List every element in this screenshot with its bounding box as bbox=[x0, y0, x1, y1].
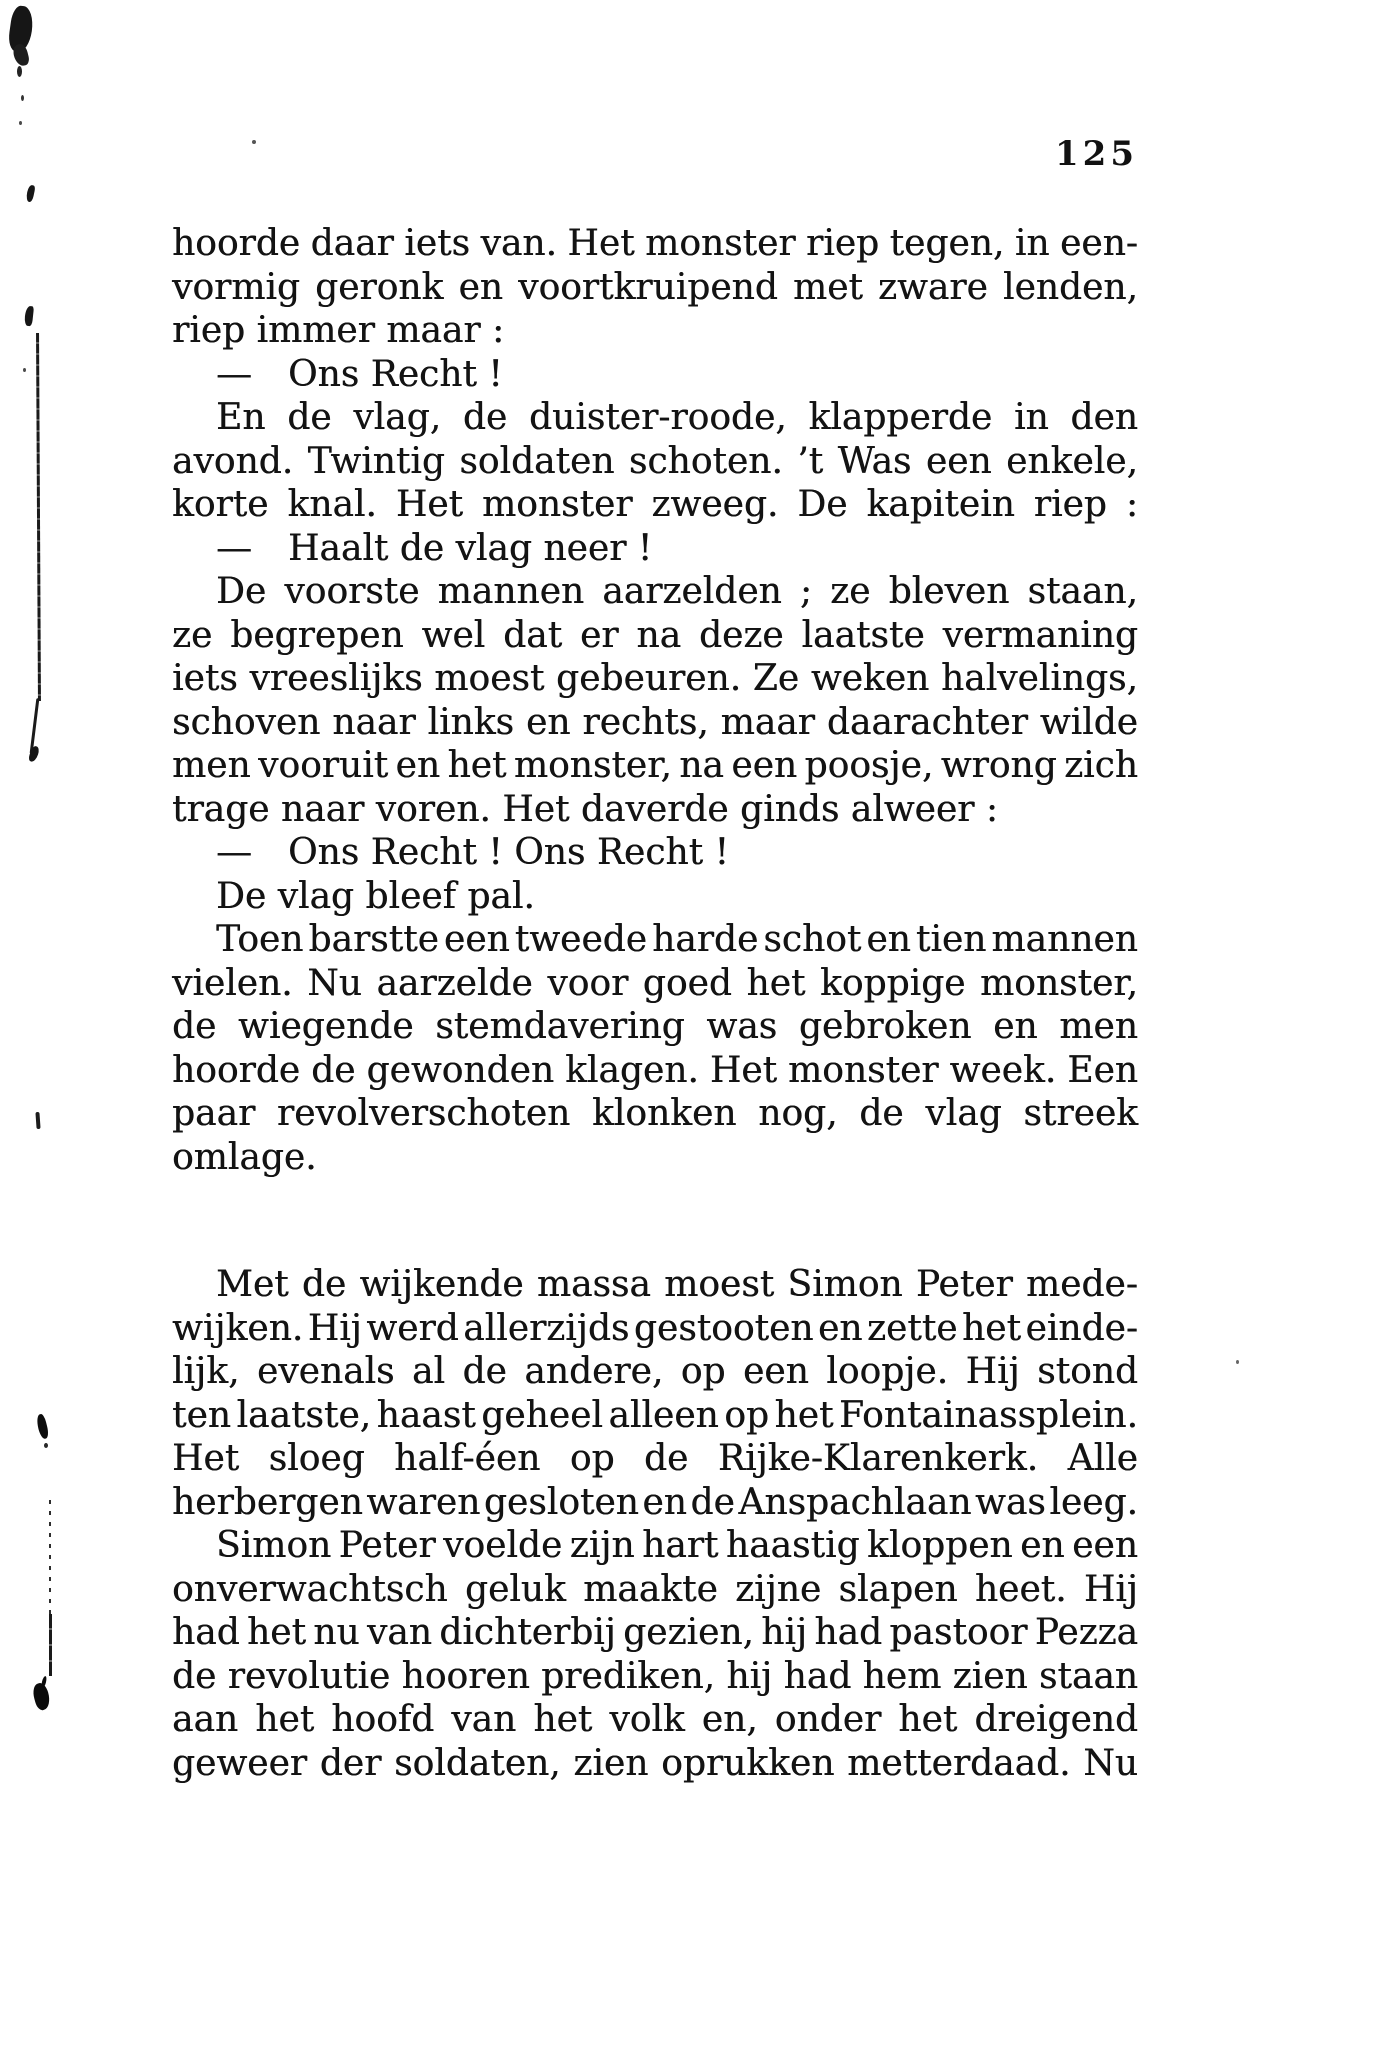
word: bleven bbox=[888, 571, 1010, 612]
text-line bbox=[172, 1005, 1138, 1049]
text-line bbox=[172, 266, 1138, 310]
word: Het bbox=[172, 1438, 240, 1479]
word: voortkruipend bbox=[518, 266, 778, 308]
word: harde bbox=[652, 919, 759, 960]
word: nog, bbox=[758, 1093, 838, 1134]
word: vielen. bbox=[172, 962, 293, 1004]
text-line bbox=[172, 657, 1138, 701]
word: Het bbox=[395, 484, 464, 525]
word: leeg. bbox=[1049, 1481, 1138, 1523]
word: gebroken bbox=[798, 1006, 972, 1047]
word: de bbox=[462, 397, 508, 438]
word: korte bbox=[172, 484, 269, 525]
text-block bbox=[172, 222, 1138, 1785]
text-line bbox=[172, 1049, 1138, 1093]
word: iets bbox=[404, 223, 471, 264]
word: vlag bbox=[925, 1093, 1002, 1134]
word: En bbox=[216, 397, 266, 438]
word: en bbox=[642, 1481, 687, 1523]
word: allerzijds bbox=[463, 1307, 630, 1349]
text-line bbox=[172, 1611, 1138, 1655]
word: en bbox=[395, 745, 441, 786]
word: hoorde bbox=[172, 223, 301, 264]
word: gewonden bbox=[366, 1049, 555, 1091]
word: men bbox=[1059, 1006, 1138, 1047]
word: hij bbox=[761, 1612, 808, 1653]
word: alleen bbox=[608, 1394, 719, 1436]
word: weken bbox=[810, 658, 930, 699]
word: men bbox=[172, 745, 251, 786]
word: staan bbox=[1038, 1655, 1138, 1697]
word: mede- bbox=[1025, 1264, 1138, 1305]
word: Was bbox=[837, 440, 912, 482]
word: oprukken bbox=[661, 1742, 835, 1784]
word: loopje. bbox=[826, 1351, 949, 1392]
word: hij bbox=[726, 1655, 773, 1697]
word: gezien, bbox=[623, 1612, 754, 1653]
word: Alle bbox=[1067, 1438, 1138, 1479]
word: wiegende bbox=[238, 1006, 414, 1047]
word: daar bbox=[310, 223, 394, 264]
word: kloppen bbox=[867, 1525, 1013, 1566]
word: rechts, bbox=[582, 701, 709, 743]
paragraph bbox=[172, 222, 1138, 1179]
word: en bbox=[866, 919, 911, 960]
word: mannen bbox=[991, 919, 1138, 960]
word: revolutie bbox=[227, 1655, 391, 1697]
word: wrong bbox=[940, 745, 1057, 786]
word: De bbox=[216, 571, 267, 612]
word: op bbox=[680, 1351, 726, 1392]
word: volk bbox=[609, 1699, 685, 1740]
word: van bbox=[451, 1699, 517, 1740]
word: avond. bbox=[172, 440, 294, 482]
word: streek bbox=[1023, 1093, 1138, 1134]
word: klonken bbox=[591, 1093, 737, 1134]
word: slapen bbox=[838, 1568, 958, 1610]
word: goed bbox=[642, 962, 732, 1004]
text-line bbox=[172, 614, 1138, 658]
word: geluk bbox=[464, 1568, 566, 1610]
word: de bbox=[287, 397, 332, 438]
paragraph bbox=[172, 1263, 1138, 1785]
word: een bbox=[1072, 1525, 1138, 1566]
text-line bbox=[172, 1698, 1138, 1742]
word: de bbox=[301, 1264, 347, 1305]
scan-mark bbox=[35, 1112, 40, 1129]
word: stond bbox=[1037, 1351, 1138, 1392]
text-line: De vlag bleef pal. bbox=[216, 875, 535, 917]
word: wijken. bbox=[172, 1307, 304, 1349]
word: een- bbox=[1060, 223, 1138, 264]
word: den bbox=[1070, 397, 1138, 438]
text-line bbox=[172, 1394, 1138, 1438]
word: een bbox=[731, 745, 798, 786]
word: monster bbox=[645, 223, 796, 264]
word: Het bbox=[567, 223, 635, 264]
word: monster bbox=[482, 484, 633, 525]
word: half-éen bbox=[394, 1438, 541, 1479]
spine-dotted-line bbox=[49, 1614, 52, 1676]
word: laatste, bbox=[236, 1394, 372, 1436]
word: zien bbox=[573, 1742, 649, 1784]
text-line bbox=[172, 1437, 1138, 1481]
word: ze bbox=[830, 571, 871, 612]
word: vreeslijks bbox=[249, 658, 423, 699]
text-line bbox=[172, 1524, 1138, 1568]
word: een bbox=[443, 919, 510, 960]
scan-speck bbox=[252, 140, 256, 144]
text-line bbox=[172, 1481, 1138, 1525]
word: op bbox=[724, 1394, 769, 1436]
word: Peter bbox=[338, 1525, 436, 1566]
text-line bbox=[172, 1092, 1138, 1136]
word: Peter bbox=[915, 1264, 1013, 1305]
word: Simon bbox=[787, 1264, 903, 1305]
word: Simon bbox=[216, 1525, 332, 1566]
word: monster, bbox=[980, 962, 1138, 1004]
text-line bbox=[172, 1742, 1138, 1786]
text-line: riep immer maar : bbox=[172, 310, 505, 351]
word: prediken, bbox=[541, 1655, 716, 1697]
word: aarzelden bbox=[602, 571, 782, 612]
text-line bbox=[172, 483, 1138, 527]
word: onverwachtsch bbox=[172, 1568, 448, 1610]
word: hooren bbox=[401, 1655, 530, 1697]
word: moest bbox=[434, 658, 545, 699]
text-line: trage naar voren. Het daverde ginds alweer : bbox=[172, 788, 998, 830]
word: hem bbox=[862, 1655, 942, 1697]
word: daarachter bbox=[826, 701, 1028, 743]
text-line bbox=[172, 701, 1138, 745]
text-line bbox=[172, 1655, 1138, 1699]
word: Nu bbox=[307, 962, 362, 1004]
word: deze bbox=[698, 614, 784, 656]
word: zich bbox=[1064, 745, 1138, 786]
word: lijk, bbox=[172, 1351, 240, 1392]
word: Ze bbox=[752, 658, 800, 699]
word: andere, bbox=[524, 1351, 664, 1392]
text-line bbox=[172, 1307, 1138, 1351]
word: duister-roode, bbox=[529, 397, 787, 438]
word: ten bbox=[172, 1394, 231, 1436]
word: moest bbox=[664, 1264, 775, 1305]
word: metterdaad. bbox=[847, 1742, 1071, 1784]
word: gebeuren. bbox=[556, 658, 742, 699]
word: was bbox=[975, 1481, 1046, 1523]
text-line: — Ons Recht ! bbox=[216, 353, 503, 395]
word: en bbox=[458, 266, 503, 308]
word: de bbox=[311, 1049, 356, 1091]
word: maakte bbox=[583, 1568, 718, 1610]
word: naar bbox=[332, 701, 416, 743]
word: heet. bbox=[974, 1568, 1067, 1610]
word: de bbox=[690, 1481, 735, 1523]
text-line bbox=[172, 1568, 1138, 1612]
word: wijkende bbox=[359, 1264, 524, 1305]
word: mannen bbox=[437, 571, 585, 612]
scan-speck bbox=[44, 1443, 48, 1448]
text-line bbox=[172, 222, 1138, 266]
text-line bbox=[172, 570, 1138, 614]
scan-blot bbox=[41, 1676, 48, 1689]
scan-speck bbox=[19, 121, 22, 125]
text-line bbox=[172, 440, 1138, 484]
word: vooruit bbox=[258, 745, 389, 786]
word: waren bbox=[366, 1481, 481, 1523]
word: Pezza bbox=[1034, 1612, 1138, 1653]
word: schoven bbox=[172, 701, 321, 743]
word: hart bbox=[642, 1525, 719, 1566]
word: laatste bbox=[801, 614, 925, 656]
word: voor bbox=[547, 962, 629, 1004]
word: op bbox=[569, 1438, 615, 1479]
word: stemdavering bbox=[435, 1006, 685, 1047]
word: het bbox=[247, 1612, 306, 1653]
word: enkele, bbox=[1006, 440, 1138, 482]
scan-speck bbox=[23, 368, 26, 372]
word: hoorde bbox=[172, 1049, 301, 1091]
word: van bbox=[366, 1612, 432, 1653]
word: had bbox=[783, 1655, 852, 1697]
word: zien bbox=[952, 1655, 1028, 1697]
scan-mark bbox=[24, 306, 34, 327]
word: begrepen bbox=[230, 614, 404, 656]
word: dat bbox=[503, 614, 563, 656]
word: het bbox=[533, 1699, 593, 1740]
text-line bbox=[172, 396, 1138, 440]
scan-smudge bbox=[17, 66, 22, 77]
word: voorste bbox=[284, 571, 420, 612]
word: evenals bbox=[256, 1351, 395, 1392]
word: Toen bbox=[216, 919, 304, 960]
word: zette bbox=[866, 1307, 958, 1349]
word: paar bbox=[172, 1093, 256, 1134]
word: knal. bbox=[287, 484, 377, 525]
word: de bbox=[172, 1655, 217, 1697]
word: met bbox=[792, 266, 863, 308]
word: zware bbox=[878, 266, 988, 308]
word: week. bbox=[949, 1049, 1057, 1091]
word: een bbox=[925, 440, 992, 482]
word: geweer bbox=[172, 1742, 307, 1784]
word: dreigend bbox=[974, 1699, 1138, 1740]
word: zijn bbox=[569, 1525, 635, 1566]
word: vermaning bbox=[942, 614, 1138, 656]
word: Anspachlaan bbox=[738, 1481, 972, 1523]
word: Hij bbox=[1083, 1568, 1138, 1610]
word: aan bbox=[172, 1699, 239, 1740]
word: aarzelde bbox=[376, 962, 533, 1004]
word: na bbox=[636, 614, 682, 656]
word: gesloten bbox=[483, 1481, 639, 1523]
word: klagen. bbox=[565, 1049, 699, 1091]
word: pastoor bbox=[889, 1612, 1028, 1653]
word: tegen, bbox=[889, 223, 1005, 264]
spine-dotted-line bbox=[49, 1500, 51, 1614]
word: het bbox=[774, 1394, 834, 1436]
word: had bbox=[172, 1612, 240, 1653]
text-line bbox=[172, 918, 1138, 962]
word: en bbox=[817, 1307, 863, 1349]
word: had bbox=[814, 1612, 883, 1653]
word: wel bbox=[421, 614, 486, 656]
text-line bbox=[172, 1263, 1138, 1307]
word: haast bbox=[376, 1394, 476, 1436]
word: dichterbij bbox=[439, 1612, 616, 1653]
word: het bbox=[255, 1699, 315, 1740]
word: geronk bbox=[315, 266, 444, 308]
word: Twintig bbox=[307, 440, 445, 482]
word: Rijke-Klarenkerk. bbox=[717, 1438, 1039, 1479]
word: monster bbox=[788, 1049, 939, 1091]
word: en bbox=[525, 701, 571, 743]
word: geheel bbox=[481, 1394, 603, 1436]
scan-smudge bbox=[12, 43, 31, 68]
word: Nu bbox=[1083, 1742, 1138, 1784]
word: hoofd bbox=[331, 1699, 435, 1740]
text-line: omlage. bbox=[172, 1136, 317, 1178]
word: na bbox=[679, 745, 724, 786]
scan-mark bbox=[25, 184, 35, 202]
word: en, bbox=[701, 1699, 758, 1740]
word: de bbox=[644, 1438, 689, 1479]
word: barstte bbox=[308, 919, 439, 960]
word: Met bbox=[216, 1264, 289, 1305]
word: halvelings, bbox=[940, 658, 1138, 699]
word: vlag, bbox=[353, 397, 442, 438]
word: Een bbox=[1067, 1049, 1138, 1091]
text-line bbox=[172, 1350, 1138, 1394]
word: de bbox=[462, 1351, 507, 1392]
word: monster, bbox=[513, 745, 672, 786]
word: tweede bbox=[514, 919, 648, 960]
word: Hij bbox=[965, 1351, 1020, 1392]
word: onder bbox=[774, 1699, 882, 1740]
word: Hij bbox=[307, 1307, 362, 1349]
word: : bbox=[1125, 484, 1138, 525]
word: een bbox=[742, 1351, 809, 1392]
word: riep bbox=[1033, 484, 1107, 525]
word: de bbox=[859, 1093, 904, 1134]
word: poosje, bbox=[804, 745, 934, 786]
word: gestooten bbox=[633, 1307, 814, 1349]
word: De bbox=[797, 484, 848, 525]
text-line: — Ons Recht ! Ons Recht ! bbox=[216, 832, 729, 873]
scan-speck bbox=[1236, 1360, 1239, 1364]
word: der bbox=[319, 1742, 382, 1784]
word: het bbox=[962, 1307, 1021, 1349]
text-line bbox=[172, 744, 1138, 788]
word: links bbox=[427, 701, 515, 743]
word: lenden, bbox=[1002, 266, 1138, 308]
word: schoten. bbox=[628, 440, 783, 482]
word: werd bbox=[366, 1307, 459, 1349]
word: en bbox=[1020, 1525, 1065, 1566]
word: kapitein bbox=[866, 484, 1015, 525]
word: ; bbox=[799, 571, 813, 612]
word: de bbox=[172, 1006, 217, 1047]
spine-line bbox=[36, 333, 41, 701]
word: was bbox=[706, 1006, 778, 1047]
word: in bbox=[1013, 397, 1049, 438]
word: er bbox=[579, 614, 619, 656]
word: in bbox=[1014, 223, 1050, 264]
text-line: — Haalt de vlag neer ! bbox=[216, 527, 653, 569]
word: massa bbox=[536, 1264, 651, 1305]
scan-speck bbox=[21, 95, 24, 101]
word: staan, bbox=[1027, 571, 1138, 612]
word: vormig bbox=[172, 266, 300, 308]
word: soldaten, bbox=[394, 1742, 561, 1784]
word: einde- bbox=[1025, 1307, 1138, 1349]
word: zweeg. bbox=[651, 484, 779, 525]
text-line bbox=[172, 962, 1138, 1006]
word: ’t bbox=[797, 440, 824, 482]
word: haastig bbox=[725, 1525, 860, 1566]
word: wilde bbox=[1039, 701, 1138, 743]
word: klapperde bbox=[808, 397, 993, 438]
word: het bbox=[898, 1699, 958, 1740]
word: iets bbox=[172, 658, 238, 699]
word: sloeg bbox=[268, 1438, 365, 1479]
word: schot bbox=[763, 919, 862, 960]
word: soldaten bbox=[459, 440, 615, 482]
word: ze bbox=[172, 614, 213, 656]
word: en bbox=[993, 1006, 1038, 1047]
word: nu bbox=[313, 1612, 360, 1653]
word: Het bbox=[709, 1049, 778, 1091]
word: revolverschoten bbox=[276, 1093, 571, 1134]
word: het bbox=[746, 962, 806, 1004]
word: riep bbox=[806, 223, 880, 264]
word: al bbox=[412, 1351, 445, 1392]
word: tien bbox=[915, 919, 987, 960]
word: het bbox=[447, 745, 507, 786]
page-number: 125 bbox=[1055, 134, 1138, 174]
word: herbergen bbox=[172, 1481, 363, 1523]
word: maar bbox=[720, 701, 815, 743]
word: koppige bbox=[820, 962, 966, 1004]
word: zijne bbox=[735, 1568, 822, 1610]
word: voelde bbox=[443, 1525, 563, 1566]
word: Fontainassplein. bbox=[839, 1394, 1138, 1436]
scan-mark bbox=[35, 1413, 50, 1439]
word: van. bbox=[480, 223, 557, 264]
